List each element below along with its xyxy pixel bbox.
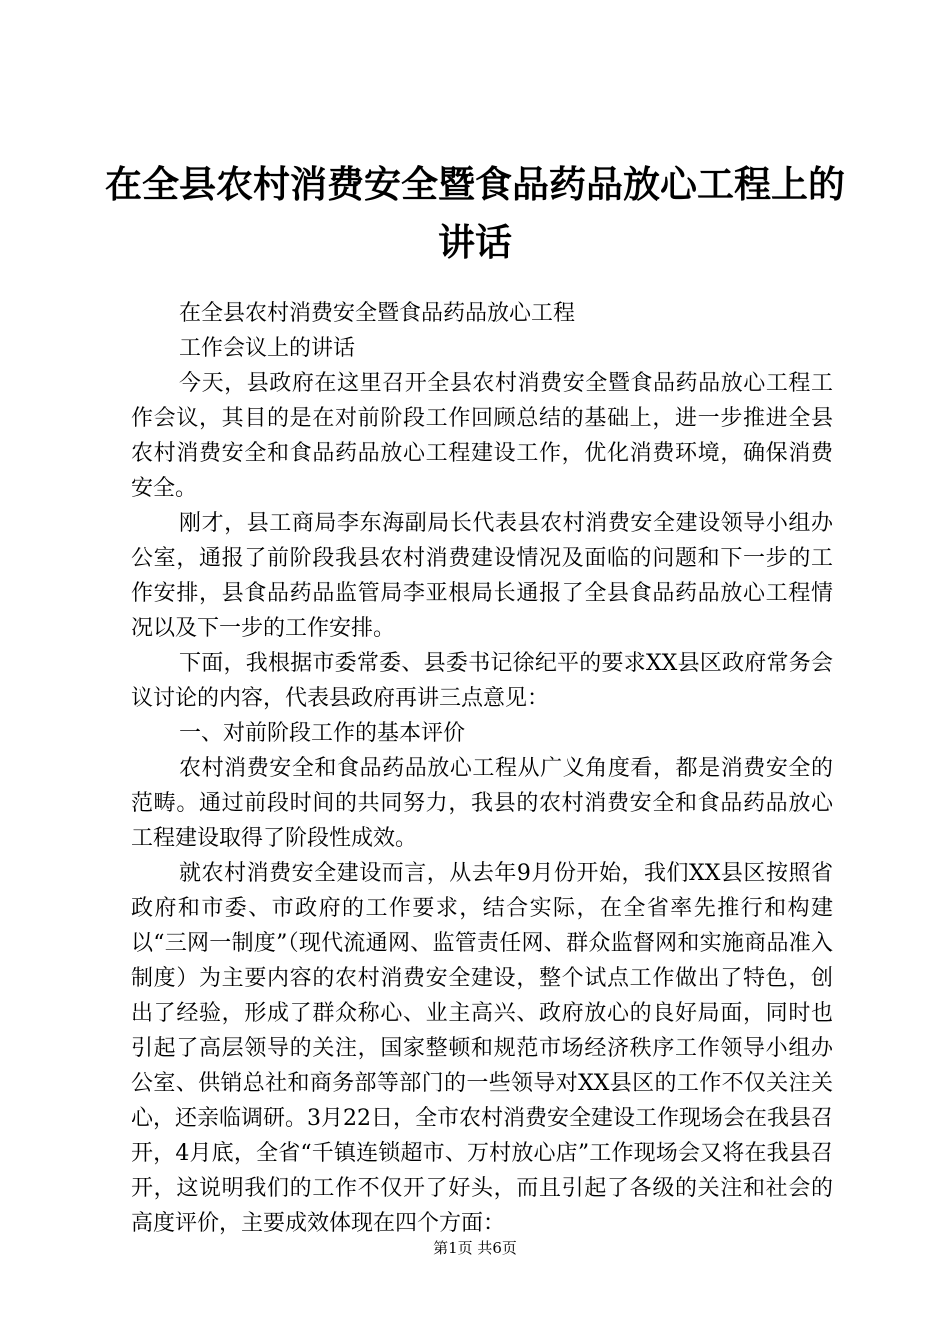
paragraph: 下面，我根据市委常委、县委书记徐纪平的要求XX县区政府常务会议讨论的内容，代表县政府再讲三点意见： xyxy=(131,651,833,711)
paragraph: 一、对前阶段工作的基本评价 xyxy=(179,721,466,746)
paragraph: 工作会议上的讲话 xyxy=(179,336,356,361)
paragraph: 刚才，县工商局李东海副局长代表县农村消费安全建设领导小组办公室，通报了前阶段我县农村消费建设情况及面临的问题和下一步的工作安排，县食品药品监管局李亚根局长通报了全县食品药品放心工程情况以及下一步的工作安排。 xyxy=(131,511,833,641)
document-title: 在全县农村消费安全暨食品药品放心工程上的讲话 xyxy=(105,162,845,264)
paragraph: 农村消费安全和食品药品放心工程从广义角度看，都是消费安全的范畴。通过前段时间的共同努力，我县的农村消费安全和食品药品放心工程建设取得了阶段性成效。 xyxy=(131,756,833,851)
document-body xyxy=(131,296,833,1241)
paragraph: 今天，县政府在这里召开全县农村消费安全暨食品药品放心工程工作会议，其目的是在对前阶段工作回顾总结的基础上，进一步推进全县农村消费安全和食品药品放心工程建设工作，优化消费环境，确保消费安全。 xyxy=(131,371,833,501)
page-number-footer: 第1页 共6页 xyxy=(433,1239,517,1257)
paragraph: 就农村消费安全建设而言，从去年9月份开始，我们XX县区按照省政府和市委、市政府的工作要求，结合实际，在全省率先推行和构建以“三网一制度”（现代流通网、监管责任网、群众监督网和实施商品准入制度）为主要内容的农村消费安全建设，整个试点工作做出了特色，创出了经验，形成了群众称心、业主高兴、政府放心的良好局面，同时也引起了高层领导的关注，国家整顿和规范市场经济秩序工作领导小组办公室、供销总社和商务部等部门的一些领导对XX县区的工作不仅关注关心，还亲临调研。3月22日，全市农村消费安全建设工作现场会在我县召开，4月底，全省“千镇连锁超市、万村放心店”工作现场会又将在我县召开，这说明我们的工作不仅开了好头，而且引起了各级的关注和社会的高度评价，主要成效体现在四个方面： xyxy=(131,861,833,1236)
paragraph: 在全县农村消费安全暨食品药品放心工程 xyxy=(179,301,576,326)
